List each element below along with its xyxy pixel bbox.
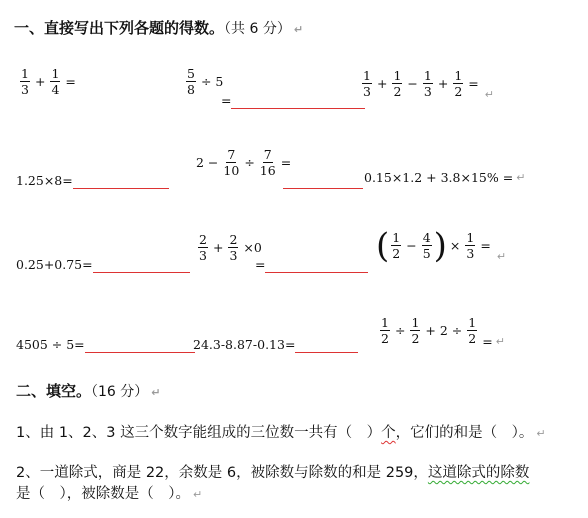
fraction: $\frac{2}{3}$: [229, 232, 238, 263]
section2-points: （16 分）: [91, 384, 149, 400]
paragraph-mark-icon: ↵: [496, 250, 507, 263]
problem-3a: 0.25+0.75=: [16, 256, 190, 273]
problem-1a: $\frac{1}{3}$ + $\frac{1}{4}$ =: [21, 66, 76, 97]
problem-4c: $\frac{1}{2}$ ÷ $\frac{1}{2}$ + 2 ÷ $\frac{1}{2}$ = ↵: [381, 315, 505, 349]
answer-blank[interactable]: [93, 256, 190, 273]
paragraph-mark-icon: ↵: [193, 488, 203, 501]
fraction: $\frac{1}{2}$: [381, 315, 389, 346]
fraction: $\frac{7}{16}$: [259, 147, 276, 178]
problem-4a: 4505 ÷ 5=: [16, 336, 195, 353]
fraction: $\frac{1}{2}$: [411, 315, 420, 346]
section1-points: （共 6 分）: [224, 21, 291, 37]
answer-blank[interactable]: [295, 336, 358, 353]
answer-blank[interactable]: [283, 172, 363, 189]
fraction: $\frac{4}{5}$: [422, 230, 431, 261]
paragraph-mark-icon: ↵: [484, 88, 494, 101]
problem-3b: $\frac{2}{3}$ + $\frac{2}{3}$ ×0: [199, 232, 262, 263]
answer-3b: =: [255, 256, 368, 273]
answer-1b: =: [221, 92, 365, 109]
problem-2b: 2 − $\frac{7}{10}$ ÷ $\frac{7}{16}$ =: [196, 147, 292, 178]
paragraph-mark-icon: ↵: [516, 171, 526, 184]
fraction: $\frac{1}{3}$: [423, 68, 432, 99]
problem-4b: 24.3-8.87-0.13=: [193, 336, 358, 353]
answer-2b: [283, 172, 363, 193]
section2-heading: [16, 380, 161, 401]
section1-heading: [14, 17, 303, 38]
problem-2c: 0.15×1.2 + 3.8×15% = ↵: [364, 170, 526, 185]
fraction: $\frac{7}{10}$: [223, 147, 240, 178]
question-2-line1: 2、一道除式，商是 22，余数是 6，被除数与除数的和是 259，这道除式的除数: [16, 465, 530, 481]
fraction: $\frac{2}{3}$: [199, 232, 207, 263]
paragraph-mark-icon: ↵: [536, 427, 546, 440]
problem-1c: $\frac{1}{3}$ + $\frac{1}{2}$ − $\frac{1}{3}$ + $\frac{1}{2}$ = ↵: [363, 68, 494, 101]
answer-blank[interactable]: [85, 336, 195, 353]
answer-blank[interactable]: [265, 256, 368, 273]
paragraph-mark-icon: ↵: [151, 386, 161, 399]
problem-1b: $\frac{5}{8}$ ÷ 5: [187, 66, 224, 97]
fraction: $\frac{5}{8}$: [187, 66, 195, 97]
answer-blank[interactable]: [231, 92, 365, 109]
fraction: $\frac{1}{3}$: [21, 66, 29, 97]
section2-title: 二、填空。: [16, 382, 92, 400]
fraction: $\frac{1}{2}$: [392, 230, 401, 261]
fraction: $\frac{1}{2}$: [454, 68, 463, 99]
fraction: $\frac{1}{3}$: [466, 230, 475, 261]
section1-title: 一、直接写出下列各题的得数。: [14, 19, 225, 37]
answer-blank[interactable]: [73, 172, 169, 189]
fraction: $\frac{1}{3}$: [363, 68, 371, 99]
question-2-line2: 是（ ），被除数是（ ）。 ↵: [16, 486, 203, 502]
fraction: $\frac{1}{4}$: [51, 66, 60, 97]
problem-2a: 1.25×8=: [16, 172, 169, 189]
fraction: $\frac{1}{2}$: [468, 315, 477, 346]
problem-3c: ( $\frac{1}{2}$ − $\frac{4}{5}$ ) × $\frac{1}{3}$ = ↵: [376, 225, 507, 266]
question-1: 1、由 1、2、3 这三个数字能组成的三位数一共有（ ）个，它们的和是（ ）。 ↵: [16, 425, 546, 441]
right-parenthesis: ): [433, 225, 447, 266]
paragraph-mark-icon: ↵: [495, 335, 505, 348]
paragraph-mark-icon: ↵: [293, 23, 304, 36]
fraction: $\frac{1}{2}$: [393, 68, 402, 99]
left-parenthesis: (: [376, 225, 390, 266]
